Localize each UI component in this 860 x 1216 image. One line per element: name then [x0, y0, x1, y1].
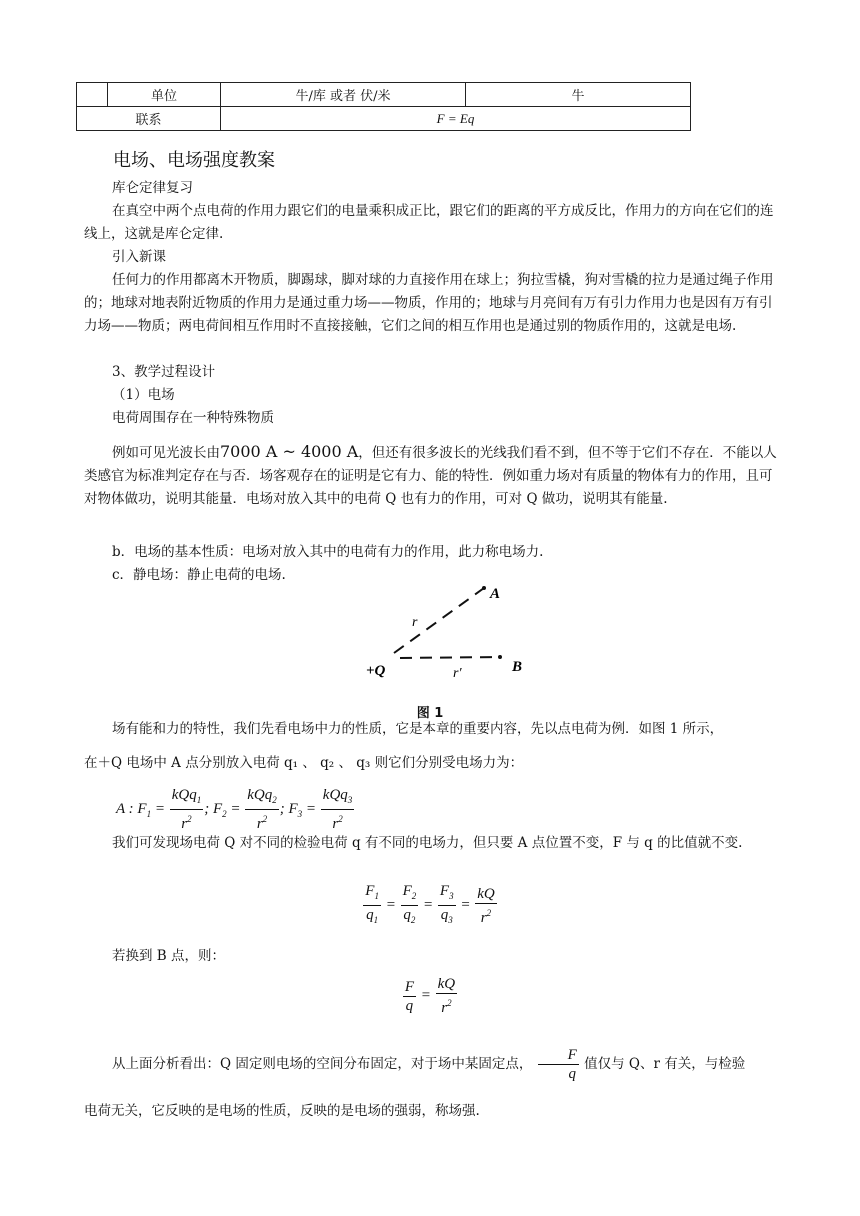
- point-a: [482, 586, 486, 590]
- paragraph: 在真空中两个点电荷的作用力跟它们的电量乘积成正比，跟它们的距离的平方成反比，作用力的方向在它们的连线上，这就是库仑定律.: [84, 203, 774, 242]
- figure-caption: 图 1: [416, 706, 444, 721]
- list-item: c．静电场：静止电荷的电场.: [112, 567, 286, 583]
- table-cell: 牛/库 或者 伏/米: [221, 83, 466, 107]
- paragraph: 若换到 B 点，则：: [112, 948, 226, 964]
- label-r: r: [412, 615, 418, 630]
- paragraph: 任何力的作用都离木开物质，脚踢球，脚对球的力直接作用在球上；狗拉雪橇，狗对雪橇的拉力是通过绳子作用的；地球对地表附近物质的作用力是通过重力场——物质，作用的；地球与月亮间有万有引力作用力也是因有万有引力场——物质；两电荷间相互作用时不直接接触，它们之间的相互作用也是通过别的物质作用的，这就是电场.: [84, 272, 774, 334]
- text: 值仅与 Q、r 有关，与检验: [584, 1056, 746, 1072]
- paragraph: 我们可发现场电荷 Q 对不同的检验电荷 q 有不同的电场力，但只要 A 点位置不变，F 与 q 的比值就不变.: [112, 835, 743, 851]
- table-cell-label: 联系: [77, 107, 221, 131]
- subsection-heading: （1）电场: [112, 387, 175, 403]
- list-item: b．电场的基本性质：电场对放入其中的电荷有力的作用，此力称电场力.: [112, 544, 544, 560]
- line-r: [394, 588, 484, 653]
- wavelength-range: 7000 A ~ 4000 A: [220, 442, 359, 461]
- label-charge-q: +Q: [366, 663, 386, 679]
- table-cell-label: 单位: [108, 83, 221, 107]
- paragraph: 场有能和力的特性，我们先看电场中力的性质，它是本章的重要内容，先以点电荷为例．如图 1 所示，: [112, 721, 724, 737]
- equation-b-point: $\frac{F}{q}$ = $\frac{kQ}{r^2}$: [404, 976, 456, 1016]
- text: 从上面分析看出：Q 固定则电场的空间分布固定，对于场中某固定点，: [112, 1056, 533, 1072]
- line-r-prime: [400, 657, 500, 658]
- table-row: [77, 83, 691, 107]
- paragraph: 电荷无关，它反映的是电场的性质，反映的是电场的强弱，称场强.: [84, 1103, 480, 1119]
- paragraph: 在＋Q 电场中 A 点分别放入电荷 q₁ 、 q₂ 、 q₃ 则它们分别受电场力为：: [84, 755, 524, 771]
- section-heading: 引入新课: [112, 249, 166, 265]
- units-table: [76, 82, 691, 131]
- text: ，但还有很多波长的光线我们看不到，但不等于它们不存在．不能以人类感官为标准判定存在与否．场客观存在的证明是它有力、能的特性．例如重力场对有质量的物体有力的作用，且可对物体做功，说明其能量．电场对放入其中的电荷 Q 也有力的作用，可对 Q 做功，说明其有能量.: [84, 445, 777, 507]
- table-cell: 牛: [466, 83, 691, 107]
- label-r-prime: r′: [453, 666, 462, 681]
- section-heading: 3、教学过程设计: [112, 364, 216, 380]
- equation-forces: A : $F_1$ = $\frac{kQq_1}{r^2}$ ; $F_2$ = $\frac{kQq_2}{r^2}$ ; $F_3$ = $\frac{kQq_3}{r^2}$: [116, 787, 353, 832]
- point-b: [498, 655, 502, 659]
- paragraph: 电荷周围存在一种特殊物质: [112, 410, 274, 426]
- text: 例如可见光波长由: [112, 445, 220, 461]
- fraction-f-over-q: $\frac{F}{q}$: [538, 1046, 579, 1083]
- section-heading: 库仑定律复习: [112, 180, 193, 196]
- table-row: [77, 107, 691, 131]
- paragraph-light: [84, 440, 784, 511]
- table-cell-empty: [77, 83, 108, 107]
- figure-1-diagram: [360, 578, 540, 683]
- label-b: B: [512, 659, 523, 675]
- label-a: A: [490, 586, 501, 602]
- page-title: 电场、电场强度教案: [113, 150, 275, 171]
- equation-ratio: $\frac{F_1}{q_1}$ = $\frac{F_2}{q_2}$ = $\frac{F_3}{q_3}$ = $\frac{kQ}{r^2}$: [365, 883, 495, 926]
- paragraph-final: [84, 1046, 784, 1083]
- table-cell-formula: F = Eq: [221, 107, 691, 131]
